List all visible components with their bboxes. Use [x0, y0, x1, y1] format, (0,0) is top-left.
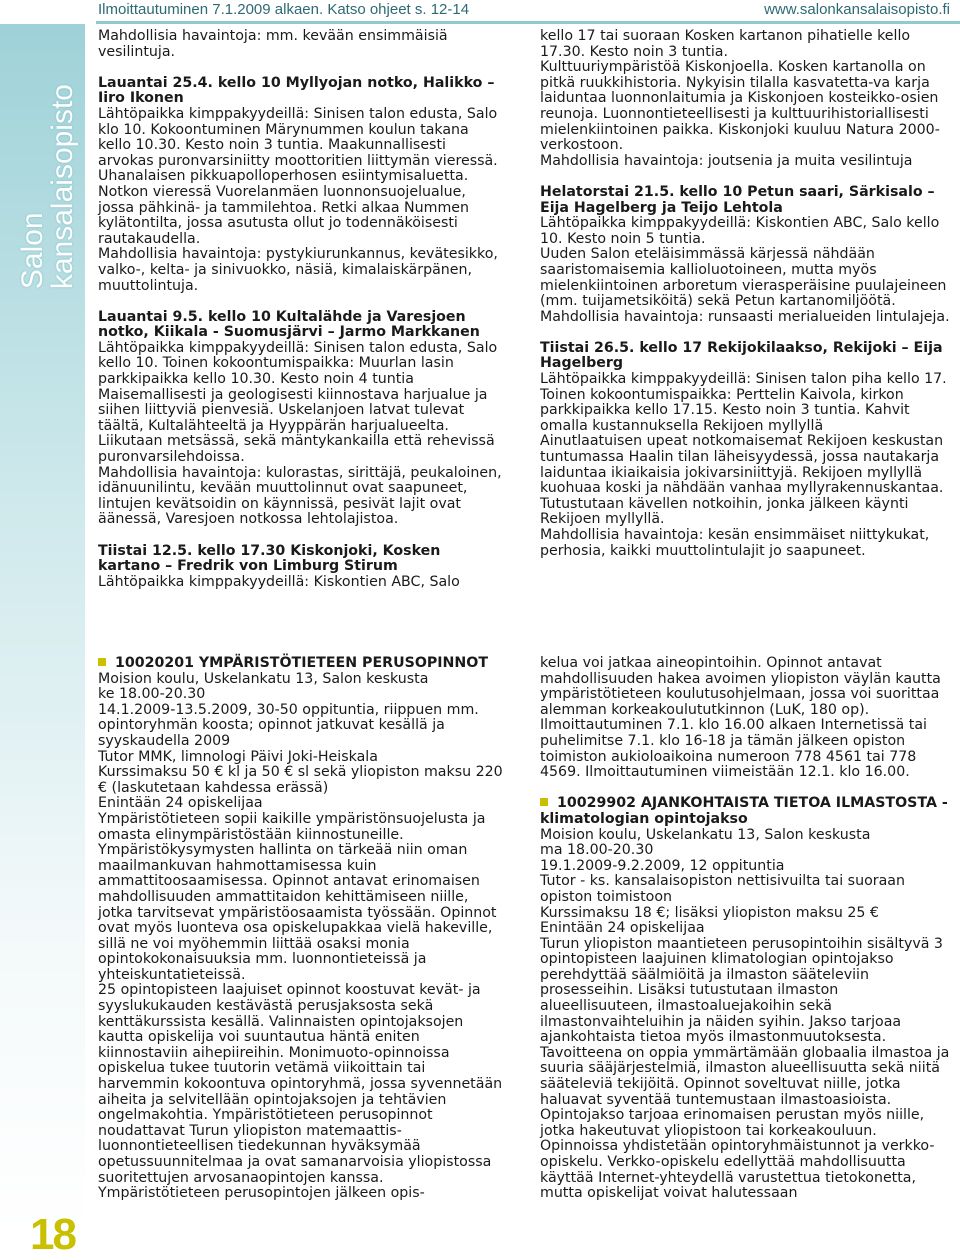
observations: Mahdollisia havaintoja: pystykiurunkannus, kevätesikko, valko-, kelta- ja sinivuokko, näsiä, kimalaiskärpänen, muuttolintuja.	[98, 246, 498, 294]
paragraph: kello 17 tai suoraan Kosken kartanon pihatielle kello 17.30. Kesto noin 3 tuntia.	[540, 28, 911, 60]
course-description: Turun yliopiston maantieteen perusopintoihin sisältyvä 3 opintopisteen laajuinen klimatologian opintojakso perehdyttää säälmiöitä ja ilmaston sääteleviin prosesseihin. Lisäksi tutustutaan ilmaston alueellisuuteen, ilmastoaluejakoihin sekä ilmastonvaihteluihin ja näiden syihin. Jakso tarjoaa ajankohtaista tietoa myös ilmastonmuutoksesta. Tavoitteena on oppia ymmärtämään globaalia ilmastoa ja suuria sääjärjestelmiä, ilmaston alueellisuutta sekä niitä sääteleviä tekijöitä. Opinnot soveltuvat niille, jotka haluavat syventää tuntemustaan ilmastoasioista. Opintojakso tarjoaa erinomaisen perustan myös niille, jotka hakeutuvat yliopistoon tai korkeakouluun. Opinnoissa yhdistetään opintoryhmäistunnot ja verkko-opiskelu. Verkko-opiskelu edellyttää mahdollisuutta käyttää Internet-yhteydellä varustettua tietokonetta, mutta opiskelijat voivat halutessaan	[540, 935, 950, 1202]
bullet-square-icon	[540, 798, 548, 806]
course-title: 10020201 YMPÄRISTÖTIETEEN PERUSOPINNOT	[98, 656, 506, 672]
course-description: Ympäristötieteen sopii kaikille ympäristönsuojelusta ja omasta elinympäristöstään kiinnostuneille. Ympäristökysymysten hallinta on tärkeää niin oman maailmankuvan hahmottamisessa kuin ammattitoosaamisessa. Opinnot antavat erinomaisen mahdollisuuden ammattitaidon kehittämiseen niille, jotka tarvitsevat ympäristöosaamista työssään. Opinnot ovat myös luonteva osa opiskelupakkaa vielä hakeville, sillä ne voi myöhemmin liittää osaksi monia opintokokonaisuuksia mm. luonnontieteissä ja yhteiskuntatieteissä.	[98, 810, 497, 983]
course-time: ke 18.00-20.30	[98, 686, 206, 703]
course-tutor: Tutor MMK, limnologi Päivi Joki-Heiskala	[98, 748, 378, 765]
paragraph: Ainutlaatuisen upeat notkomaisemat Rekijoen keskustan tuntumassa Haalin tilan läheisyydessä, jossa nautakarja laiduntaa ikiaikaisia jokivarsiniittyjä. Rekijoen myllyllä kuohuaa koski ja nähdään vanhaa myllyrakennuskantaa. Tutustutaan kävellen notkoihin, jonka jälkeen käynti Rekijoen myllyllä.	[540, 433, 944, 528]
course-dates: 14.1.2009-13.5.2009, 30-50 oppituntia, riippuen mm. opintoryhmän koosta; opinnot jatkuvat kesällä ja syyskaudella 2009	[98, 701, 479, 749]
excursion-title: Helatorstai 21.5. kello 10 Petun saari, Särkisalo – Eija Hagelberg ja Teijo Lehtola	[540, 183, 935, 216]
paragraph: Lähtöpaikka kimppakyydeillä: Sinisen talon edusta, Salo kello 10. Toinen kokoontumispaikka: Muurlan lasin parkkipaikka kello 10.30. Kesto noin 4 tuntia Maisemallisesti ja geologisesti kiinnostava harjualue ja siihen liittyviä pienvesiä. Uskelanjoen latvat tulevat täältä, Kultalähteeltä ja Hyyppärän harjualueelta. Liikutaan metsässä, sekä mäntykankailla että rehevissä puronvarsilehdoissa.	[98, 339, 498, 466]
course-description: 25 opintopisteen laajuiset opinnot koostuvat kevät- ja syyslukukauden kestävästä perusjaksosta sekä kenttäkurssista kesällä. Valinnaisten opintojaksojen kautta opiskelija voi suuntautua häntä eniten kiinnostaviin aihepiireihin. Monimuoto-opinnoissa opiskelua tukee tuutorin vetämä viikoittain tai harvemmin kokoontuva opintoryhmä, jossa syvennetään aiheita ja selvitellään opintojaksojen ja tehtävien ongelmakohtia. Ympäristötieteen perusopinnot noudattavat Turun yliopiston matemaattis-luonnontieteellisen tiedekunnan hyväksymää opetussuunnitelmaa ja ovat samanarvoisia yliopistossa suoritettujen arvosanaopintojen kanssa. Ympäristötieteen perusopintojen jälkeen opis-	[98, 982, 503, 1202]
course-description: kelua voi jatkaa aineopintoihin. Opinnot antavat mahdollisuuden hakea avoimen yliopiston väylän kautta ympäristötieteen koulutusohjelmaan, jossa voi suorittaa alemman korkeakoulututkinnon (LuK, 180 op). Ilmoittautuminen 7.1. klo 16.00 alkaen Internetissä tai puhelimitse 7.1. klo 16-18 ja tämän jälkeen opiston toimiston aukioloaikoina numeroon 778 4561 tai 778 4569. Ilmoittautuminen viimeistään 12.1. klo 16.00.	[540, 655, 941, 781]
course-max: Enintään 24 opiskelijaa	[98, 795, 263, 812]
header-registration-note: Ilmoittautuminen 7.1.2009 alkaen. Katso ohjeet s. 12-14	[98, 1, 470, 18]
course-fee: Kurssimaksu 18 €; lisäksi yliopiston maksu 25 €	[540, 904, 879, 921]
course-title: 10029902 AJANKOHTAISTA TIETOA ILMASTOSTA - klimatologian opintojakso	[540, 795, 948, 827]
paragraph: Lähtöpaikka kimppakyydeillä: Sinisen talon piha kello 17. Toinen kokoontumispaikka: Perttelin Kaivola, kirkon parkkipaikka kello 17.15. Kesto noin 3 tuntia. Kahvit omalla kustannuksella Rekijoen myllyllä	[540, 371, 947, 434]
observations: Mahdollisia havaintoja: kesän ensimmäiset niittykukat, perhosia, kaikki muuttolintulajit jo saapuneet.	[540, 527, 930, 559]
course-dates: 19.1.2009-9.2.2009, 12 oppituntia	[540, 857, 785, 874]
excursion-title: Tiistai 12.5. kello 17.30 Kiskonjoki, Kosken kartano – Fredrik von Limburg Stirum	[98, 542, 441, 575]
observations: Mahdollisia havaintoja: joutsenia ja muita vesilintuja	[540, 152, 913, 169]
course-max: Enintään 24 opiskelijaa	[540, 920, 705, 937]
header-website-link[interactable]: www.salonkansalaisopisto.fi	[764, 1, 950, 18]
observations: Mahdollisia havaintoja: kulorastas, sirittäjä, peukaloinen, idänuunilintu, kevään muuttolinnut ovat saapuneet, lintujen kevätsoidin on käynnissä, pesivät lajit ovat äänessä, Varesjoen notkossa lehtolajistoa.	[98, 464, 502, 528]
brand-text: Salon kansalaisopisto	[16, 84, 79, 290]
paragraph: Lähtöpaikka kimppakyydeillä: Sinisen talon edusta, Salo klo 10. Kokoontuminen Märynummen koulun takana kello 10.30. Kesto noin 3 tuntia. Maakunnallisesti arvokas puronvarsiniitty moottoritien liittymän vieressä. Uhanalaisen pikkuapolloperhosen esiintymisaluetta. Notkon vieressä Vuorelanmäen luonnonsuojelualue, jossa pähkinä- ja tammilehtoa. Retki alkaa Nummen kylätontilta, jossa asutusta ollut jo todennäköisesti rautakaudella.	[98, 105, 498, 247]
column-excursions-2	[540, 29, 950, 559]
column-course-2	[540, 656, 950, 1202]
excursion-title: Lauantai 9.5. kello 10 Kultalähde ja Varesjoen notko, Kiikala - Suomusjärvi – Jarmo Markkanen	[98, 308, 480, 341]
column-excursions-1	[98, 29, 506, 590]
course-tutor: Tutor - ks. kansalaisopiston nettisivuilta tai suoraan opiston toimistoon	[540, 873, 905, 905]
sidebar-band	[0, 24, 85, 1259]
observations: Mahdollisia havaintoja: runsaasti merialueiden lintulajeja.	[540, 308, 950, 325]
brand-logo	[18, 84, 78, 384]
paragraph: Lähtöpaikka kimppakyydeillä: Kiskontien ABC, Salo	[98, 573, 460, 590]
page-number: 18	[30, 1210, 75, 1259]
paragraph: Uuden Salon eteläisimmässä kärjessä nähdään saaristomaisemia kallioluotoineen, mutta myös mielenkiintoinen arboretum vierasperäisine puulajeineen (mm. tuijametsiköitä) sekä Petun kartanomiljöötä.	[540, 246, 947, 310]
course-location: Moision koulu, Uskelankatu 13, Salon keskusta	[98, 670, 429, 687]
excursion-title: Tiistai 26.5. kello 17 Rekijokilaakso, Rekijoki – Eija Hagelberg	[540, 339, 943, 372]
paragraph: Kulttuuriympäristöä Kiskonjoella. Kosken kartanolla on pitkä ruukkihistoria. Nykyisin tilalla kasvatetta-va karja laiduntaa luonnonlaitumia ja Kiskonjoen kosteikko-osien reunoja. Luonnontieteellisesti ja kulttuurihistoriallisesti mielenkiintoinen paikka. Kiskonjoki kuuluu Natura 2000-verkostoon.	[540, 59, 940, 154]
course-fee: Kurssimaksu 50 € kl ja 50 € sl sekä yliopiston maksu 220 € (laskutetaan kahdessa erässä)	[98, 764, 503, 796]
course-location: Moision koulu, Uskelankatu 13, Salon keskusta	[540, 826, 871, 843]
page-header	[0, 0, 960, 22]
header-rule	[96, 21, 960, 24]
excursion-title: Lauantai 25.4. kello 10 Myllyojan notko, Halikko – Iiro Ikonen	[98, 74, 495, 107]
paragraph: Lähtöpaikka kimppakyydeillä: Kiskontien ABC, Salo kello 10. Kesto noin 5 tuntia.	[540, 215, 940, 247]
paragraph: Mahdollisia havaintoja: mm. kevään ensimmäisiä vesilintuja.	[98, 28, 448, 60]
bullet-square-icon	[98, 658, 106, 666]
course-time: ma 18.00-20.30	[540, 842, 654, 859]
column-course-1	[98, 656, 506, 1202]
